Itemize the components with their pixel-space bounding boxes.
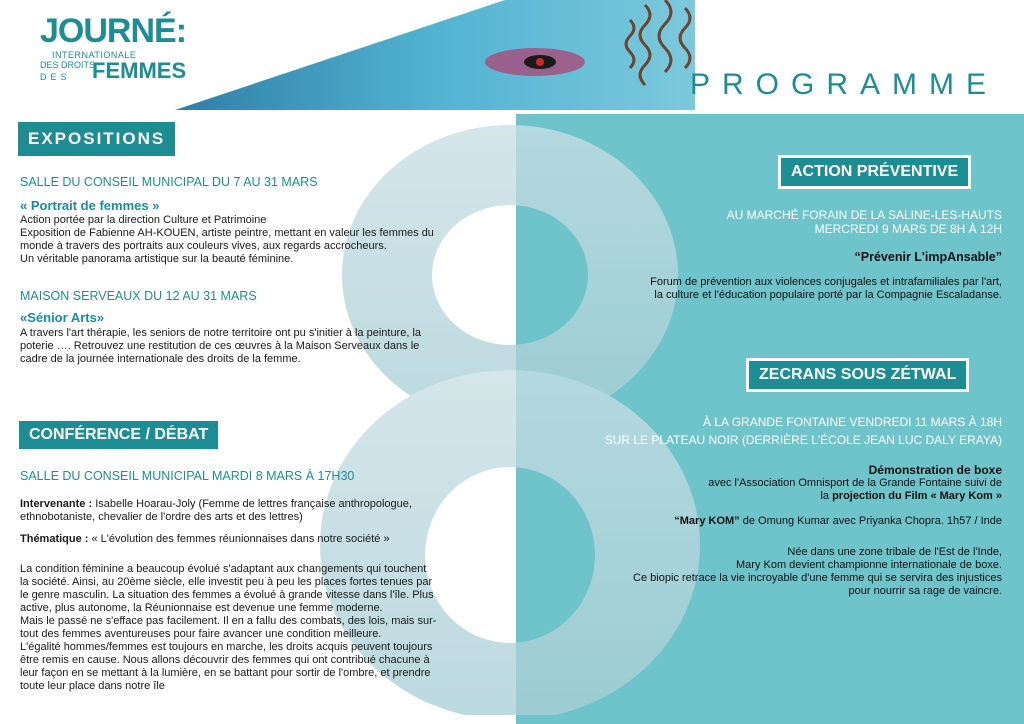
conference-text-line: leur façon en se mettant à la lumière, en se battant pour sortir de l'ombre, et prendre [20,667,431,679]
logo-internationale: INTERNATIONALE [52,50,137,60]
zecrans-demo [522,464,1002,503]
expositions-label: EXPOSITIONS [18,122,175,156]
logo-des-droits: DES DROITS [40,60,96,70]
logo-femmes: FEMMES [92,58,187,83]
zecrans-venue-2: SUR LE PLATEAU NOIR (DERRIÈRE L'ÉCOLE JEAN LUC DALY ERAYA) [604,433,1002,447]
demo-title: Démonstration de boxe [868,463,1002,477]
zecrans-film [522,515,1002,528]
action-text-line: Forum de prévention aux violences conjugales et intrafamiliales par l'art, [650,276,1002,288]
expo-text-2-line: poterie …. Retrouvez une restitution de ces œuvres à la Maison Serveaux dans le [20,340,420,352]
expo-venue-2: MAISON SERVEAUX DU 12 AU 31 MARS [20,289,257,303]
conference-text-line: toute leur place dans notre île [20,680,165,692]
theme-label: Thématique : [20,533,89,545]
expo-text-1-line: Exposition de Fabienne AH-KOUEN, artiste peintre, mettant en valeur les femmes du [20,227,434,239]
action-text [522,276,1002,302]
conference-label: CONFÉRENCE / DÉBAT [16,418,221,452]
conference-text-line: L'égalité hommes/femmes est toujours en marche, les droits acquis peuvent toujours [20,641,433,653]
conference-theme [20,533,490,546]
logo-des: DES [40,72,71,82]
programme-title: PROGRAMME [690,68,999,101]
demo-line-3-bold: projection du Film « Mary Kom » [832,490,1002,502]
expo-text-1 [20,214,490,266]
zecrans-text [522,546,1002,598]
action-label: ACTION PRÉVENTIVE [778,155,971,189]
action-venue-2: MERCREDI 9 MARS DE 8H À 12H [814,222,1002,236]
expo-text-1-line: monde à travers des portraits aux couleurs vives, aux regards accrocheurs. [20,240,387,252]
conference-text-line: le genre masculin. La situation des femmes a évolué à grande vitesse dans l'île. Plus [20,589,434,601]
film-rest: de Omung Kumar avec Priyanka Chopra. 1h57 / Inde [739,515,1002,527]
expo-text-1-line: Un véritable panorama artistique sur la beauté féminine. [20,253,294,265]
speaker-text-2: ethnobotaniste, chevalier de l'ordre des arts et des lettres) [20,511,303,523]
conference-speaker [20,498,490,524]
demo-line-3-prefix: la [820,490,833,502]
zecrans-text-line: Née dans une zone tribale de l'Est de l'Inde, [787,546,1002,558]
expo-text-2-line: A travers l'art thérapie, les seniors de notre territoire ont pu s'initier à la peinture, la [20,327,422,339]
expo-text-2 [20,327,490,366]
expo-title-2: «Sénior Arts» [20,310,105,325]
conference-text-line: la société. Ainsi, au 20ème siècle, elle investit peu à peu les places fortes tenues par [20,576,433,588]
conference-text-line: La condition féminine a beaucoup évolué s'adaptant aux changements qui touchent [20,563,427,575]
action-text-line: la culture et l'éducation populaire porté par la Compagnie Escaladanse. [654,289,1002,301]
demo-line-2: avec l'Association Omnisport de la Grande Fontaine suivi de [708,477,1002,489]
action-venue-1: AU MARCHÉ FORAIN DE LA SALINE-LES-HAUTS [726,208,1002,222]
conference-text [20,563,490,693]
action-venue [542,208,1002,236]
zecrans-text-line: pour nourrir sa rage de vaincre. [848,585,1002,597]
zecrans-text-line: Ce biopic retrace la vie incroyable d'une femme qui se servira des injustices [633,572,1002,584]
zecrans-venue [522,413,1002,449]
theme-text: « L'évolution des femmes réunionnaises dans notre société » [88,533,390,545]
conference-text-line: tout des femmes aventureuses pour faire avancer une condition meilleure. [20,628,382,640]
zecrans-venue-1: À LA GRANDE FONTAINE VENDREDI 11 MARS À 18H [703,415,1002,429]
logo-journee: JOURNÉ: [40,12,187,50]
expo-venue-1: SALLE DU CONSEIL MUNICIPAL DU 7 AU 31 MARS [20,175,318,189]
zecrans-label: ZECRANS SOUS ZÉTWAL [746,358,969,392]
speaker-text: Isabelle Hoarau-Joly (Femme de lettres française anthropologue, [92,498,412,510]
expo-text-1-line: Action portée par la direction Culture et Patrimoine [20,214,267,226]
speaker-label: Intervenante : [20,498,93,510]
conference-text-line: active, plus autonome, la Réunionnaise est devenue une femme moderne. [20,602,383,614]
expo-title-1: « Portrait de femmes » [20,198,160,213]
action-title: “Prévenir L'impAnsable” [854,250,1002,264]
expo-text-2-line: cadre de la journée internationale des droits de la femme. [20,353,301,365]
zecrans-text-line: Mary Kom devient championne internationale de boxe. [736,559,1002,571]
film-title: “Mary KOM” [674,515,740,527]
conference-text-line: Mais le passé ne s'efface pas facilement. Il en a fallu des combats, des lois, mais sur- [20,615,437,627]
conference-text-line: être remis en cause. Nous allons découvrir des femmes qui ont contribué chacune à [20,654,430,666]
conference-venue: SALLE DU CONSEIL MUNICIPAL MARDI 8 MARS À 17H30 [20,469,355,483]
